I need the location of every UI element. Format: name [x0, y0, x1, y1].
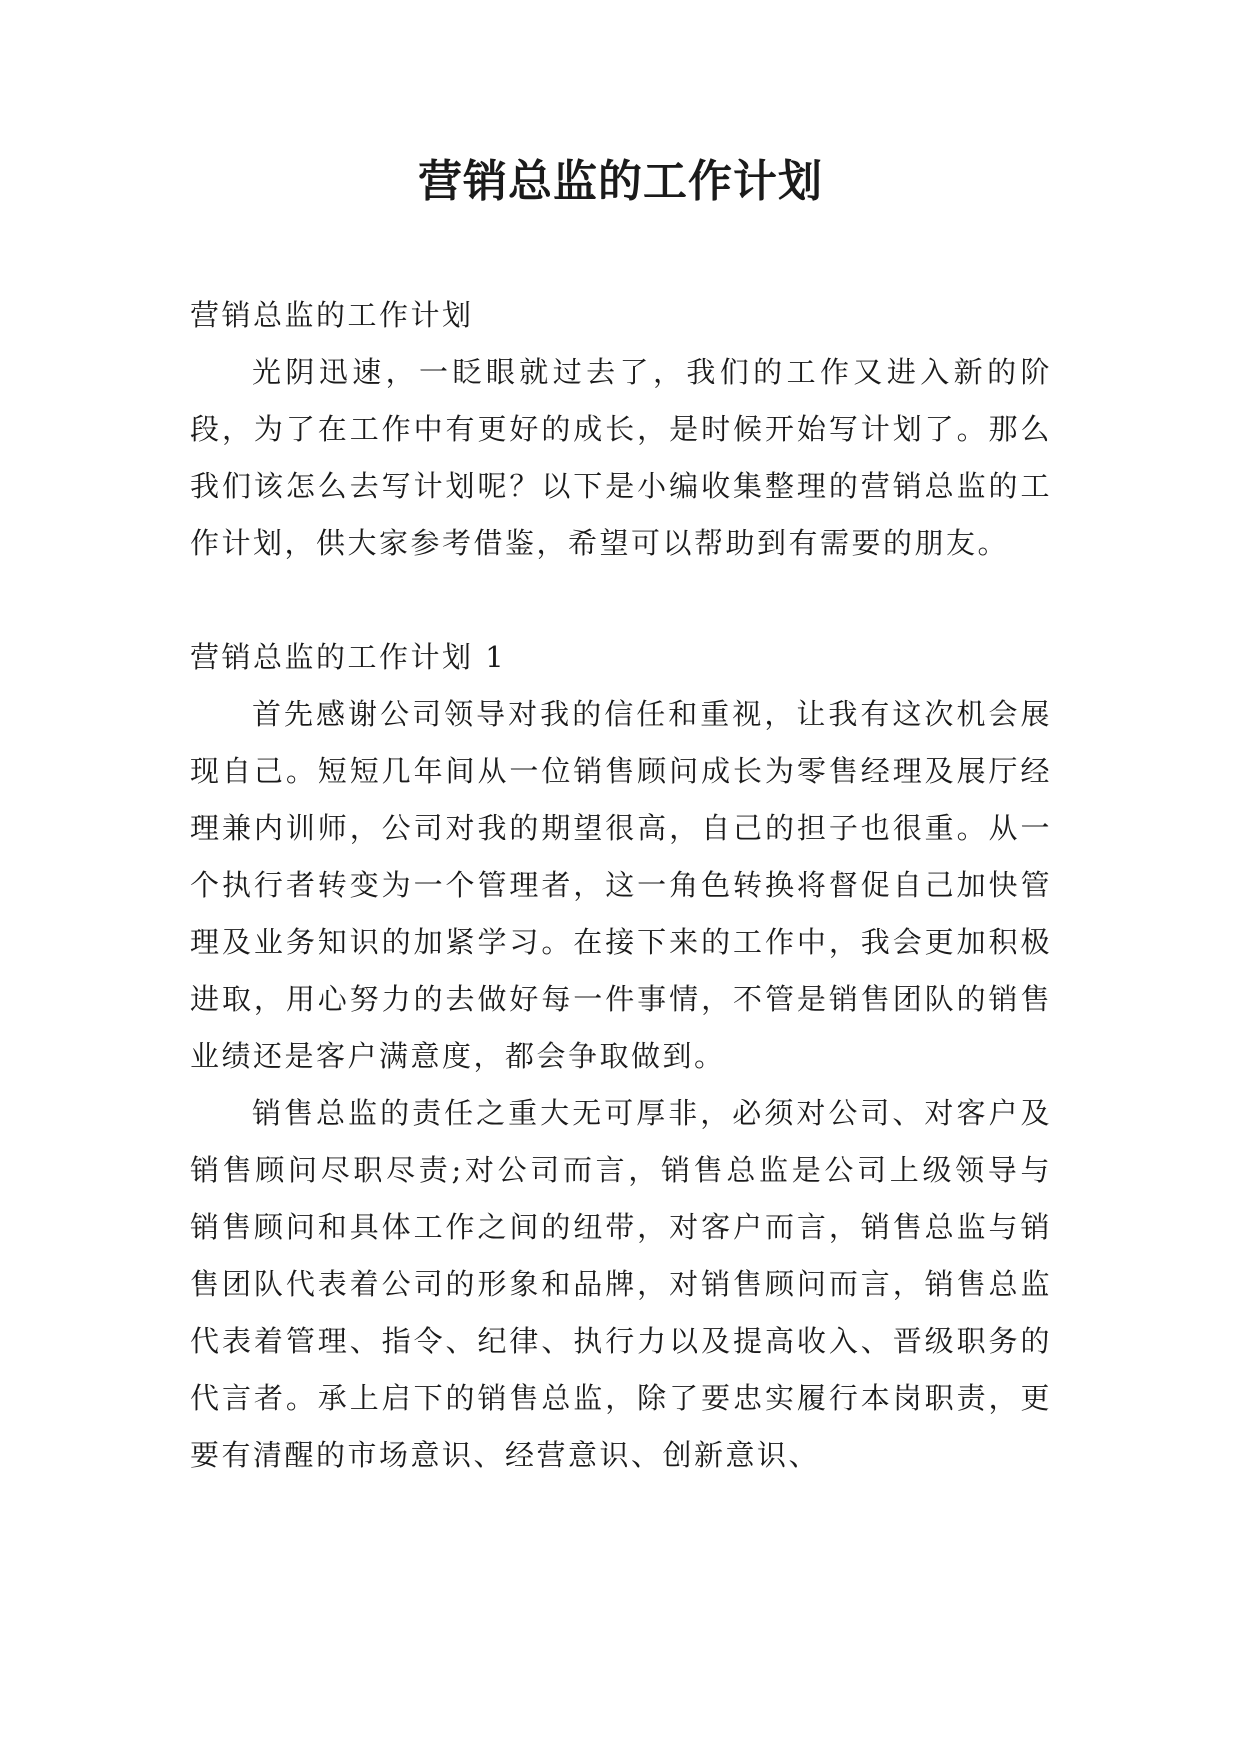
intro-heading: 营销总监的工作计划: [190, 298, 474, 332]
document-title: 营销总监的工作计划: [418, 156, 823, 207]
section-spacer: [190, 572, 1052, 629]
section-1-paragraph-2: 销售总监的责任之重大无可厚非，必须对公司、对客户及销售顾问尽职尽责;对公司而言，销售总监是公司上级领导与销售顾问和具体工作之间的纽带，对客户而言，销售总监与销售团队代表着公司的形象和品牌，对销售顾问而言，销售总监代表着管理、指令、纪律、执行力以及提高收入、晋级职务的代言者。承上启下的销售总监，除了要忠实履行本岗职责，更要有清醒的市场意识、经营意识、创新意识、: [190, 1096, 1052, 1472]
section-1-heading: 营销总监的工作计划 1: [190, 640, 507, 674]
document-body: [190, 287, 1052, 1484]
section-1-paragraph-1: 首先感谢公司领导对我的信任和重视，让我有这次机会展现自己。短短几年间从一位销售顾问成长为零售经理及展厅经理兼内训师，公司对我的期望很高，自己的担子也很重。从一个执行者转变为一个管理者，这一角色转换将督促自己加快管理及业务知识的加紧学习。在接下来的工作中，我会更加积极进取，用心努力的去做好每一件事情，不管是销售团队的销售业绩还是客户满意度，都会争取做到。: [190, 697, 1052, 1073]
intro-paragraph: 光阴迅速，一眨眼就过去了，我们的工作又进入新的阶段，为了在工作中有更好的成长，是时候开始写计划了。那么我们该怎么去写计划呢？以下是小编收集整理的营销总监的工作计划，供大家参考借鉴，希望可以帮助到有需要的朋友。: [190, 355, 1052, 560]
